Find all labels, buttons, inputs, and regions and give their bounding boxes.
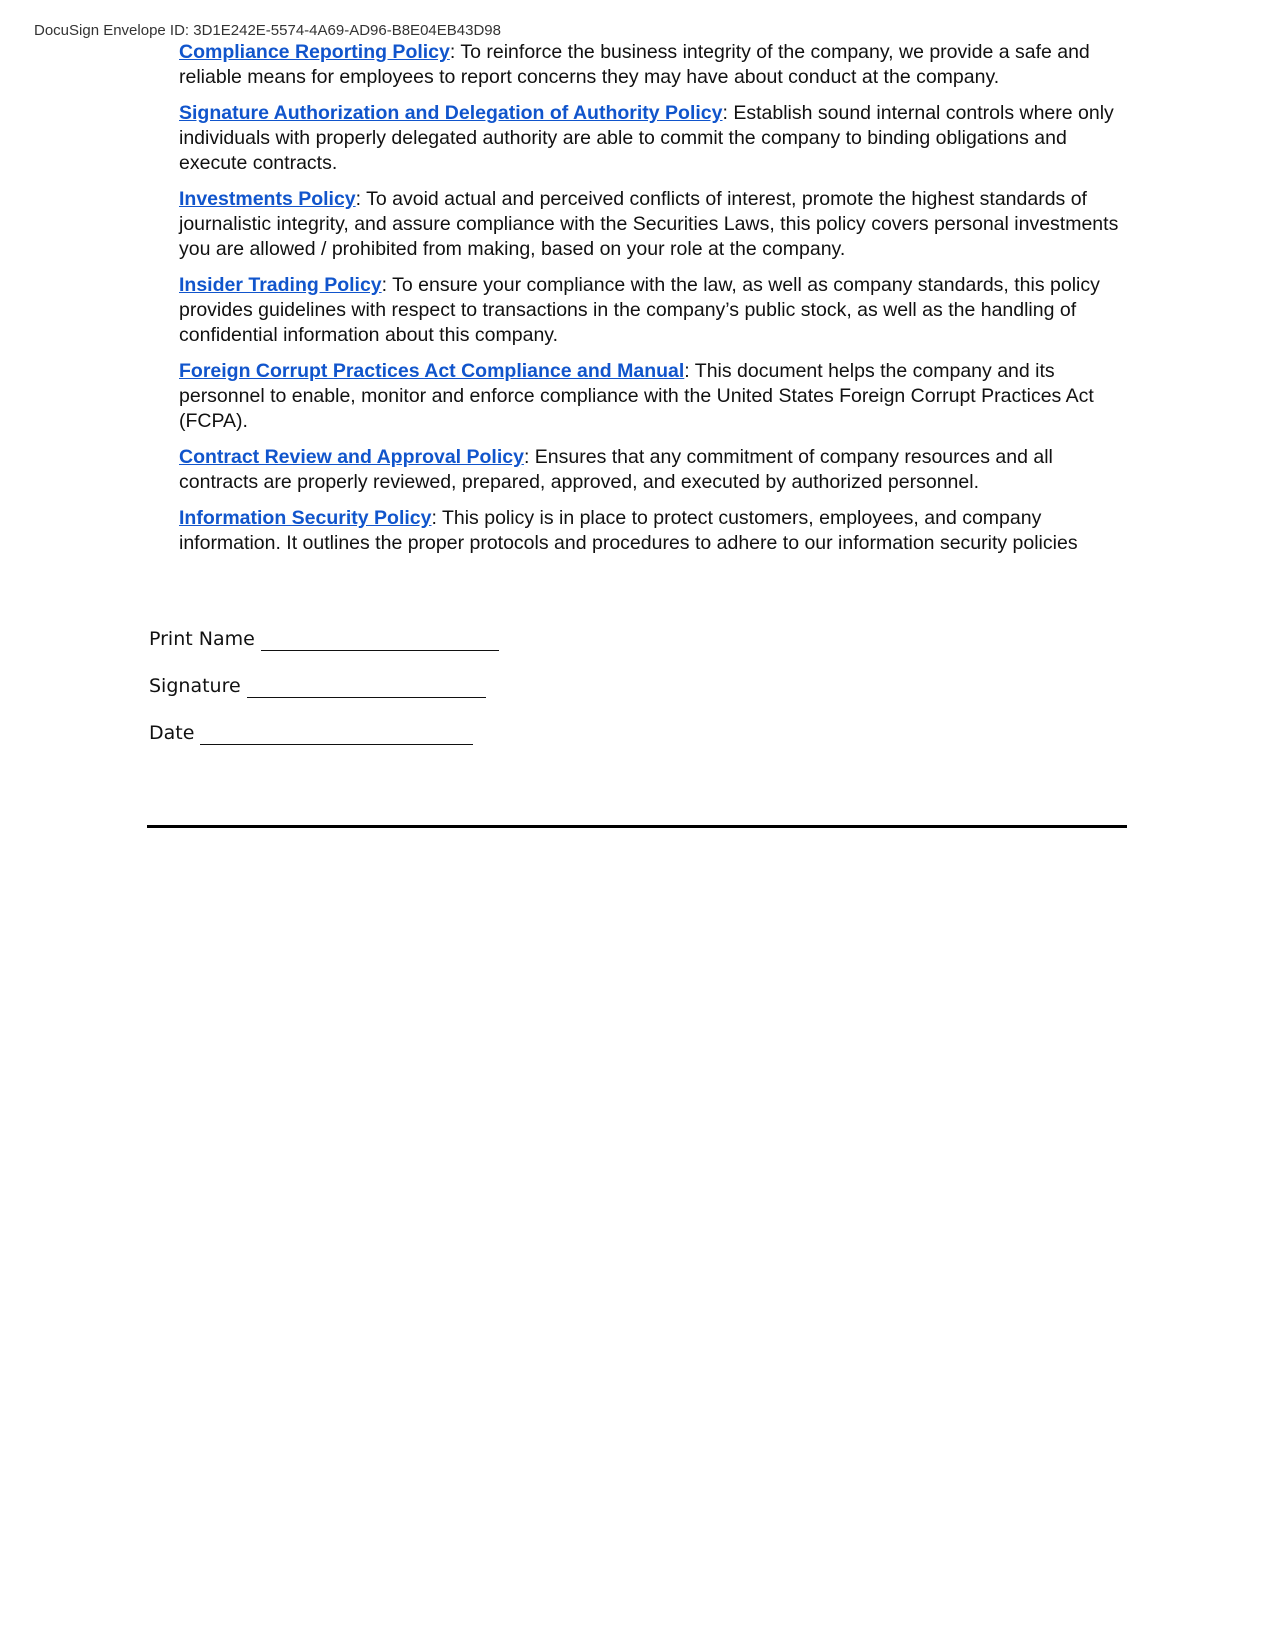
policy-description: : Ensures that any commitment of company resources and all contracts are properly reviewed, prepared, approved, and executed by authorized personnel. bbox=[179, 446, 1053, 493]
signature-field[interactable] bbox=[247, 675, 486, 698]
print-name-row bbox=[149, 628, 499, 675]
policy-list bbox=[179, 40, 1129, 567]
investments-policy-link[interactable]: Investments Policy bbox=[179, 188, 356, 210]
policy-description: : To avoid actual and perceived conflicts of interest, promote the highest standards of journalistic integrity, and assure compliance with the Securities Laws, this policy covers personal investments you are allowed / prohibited from making, based on your role at the company. bbox=[179, 188, 1119, 260]
policy-item-compliance-reporting bbox=[179, 40, 1129, 90]
docusign-envelope-id: DocuSign Envelope ID: 3D1E242E-5574-4A69-AD96-B8E04EB43D98 bbox=[34, 22, 501, 39]
policy-description: : This policy is in place to protect customers, employees, and company information. It outlines the proper protocols and procedures to adhere to our information security policies bbox=[179, 507, 1078, 554]
policy-description: : To reinforce the business integrity of the company, we provide a safe and reliable means for employees to report concerns they may have about conduct at the company. bbox=[179, 41, 1090, 88]
policy-item-investments bbox=[179, 187, 1129, 262]
signature-authorization-policy-link[interactable]: Signature Authorization and Delegation of Authority Policy bbox=[179, 102, 723, 124]
policy-item-insider-trading bbox=[179, 273, 1129, 348]
policy-description: : To ensure your compliance with the law, as well as company standards, this policy provides guidelines with respect to transactions in the company’s public stock, as well as the handling of confidential information about this company. bbox=[179, 274, 1100, 346]
compliance-reporting-policy-link[interactable]: Compliance Reporting Policy bbox=[179, 41, 450, 63]
signature-block bbox=[149, 628, 499, 769]
date-row bbox=[149, 722, 499, 769]
policy-item-fcpa bbox=[179, 359, 1129, 434]
horizontal-divider bbox=[147, 825, 1127, 828]
signature-row bbox=[149, 675, 499, 722]
policy-description: : This document helps the company and its personnel to enable, monitor and enforce compliance with the United States Foreign Corrupt Practices Act (FCPA). bbox=[179, 360, 1094, 432]
date-label: Date bbox=[149, 722, 195, 744]
contract-review-policy-link[interactable]: Contract Review and Approval Policy bbox=[179, 446, 524, 468]
policy-description: : Establish sound internal controls where only individuals with properly delegated authority are able to commit the company to binding obligations and execute contracts. bbox=[179, 102, 1114, 174]
information-security-policy-link[interactable]: Information Security Policy bbox=[179, 507, 432, 529]
print-name-label: Print Name bbox=[149, 628, 255, 650]
policy-item-signature-authorization bbox=[179, 101, 1129, 176]
print-name-field[interactable] bbox=[261, 628, 499, 651]
policy-item-contract-review bbox=[179, 445, 1129, 495]
date-field[interactable] bbox=[200, 722, 473, 745]
insider-trading-policy-link[interactable]: Insider Trading Policy bbox=[179, 274, 382, 296]
fcpa-compliance-manual-link[interactable]: Foreign Corrupt Practices Act Compliance and Manual bbox=[179, 360, 685, 382]
signature-label: Signature bbox=[149, 675, 241, 697]
policy-item-information-security bbox=[179, 506, 1129, 556]
